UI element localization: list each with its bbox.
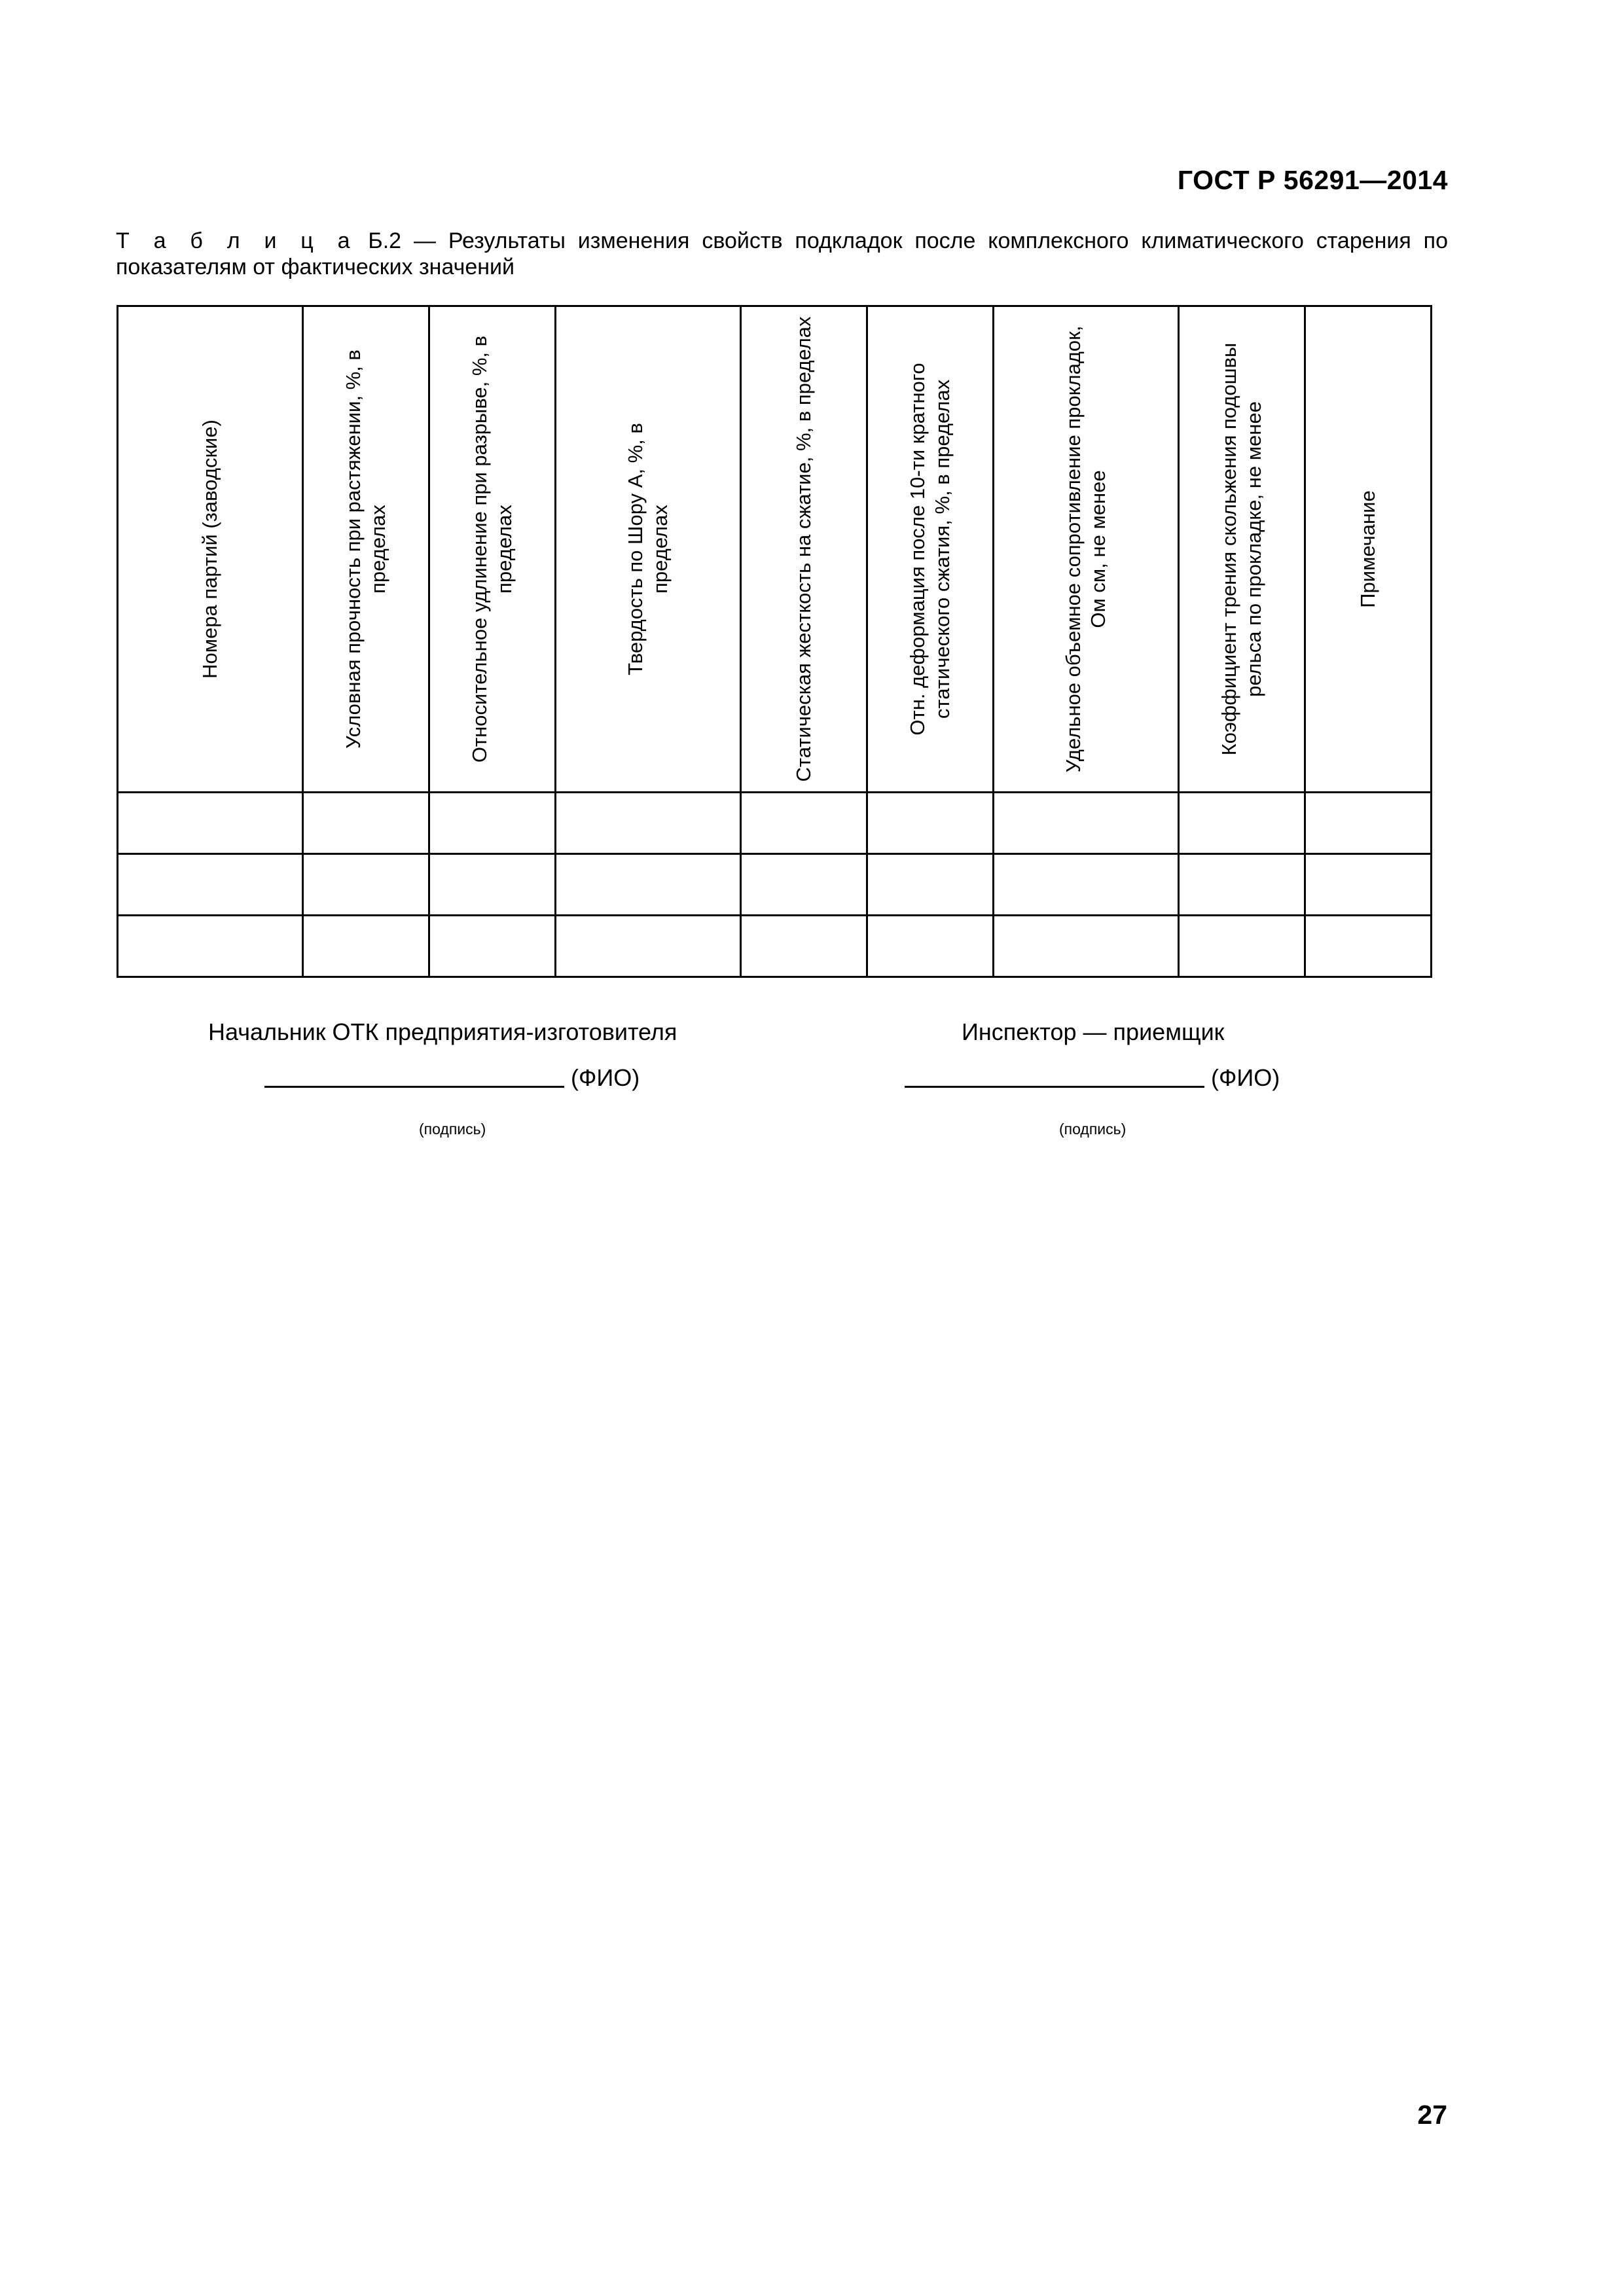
table-cell[interactable] [994, 916, 1179, 977]
table-cell[interactable] [741, 916, 867, 977]
table-cell[interactable] [556, 793, 741, 854]
table-cell[interactable] [867, 854, 994, 916]
table-cell[interactable] [303, 793, 429, 854]
table-cell[interactable] [556, 916, 741, 977]
right-signatory-title: Инспектор — приемщик [962, 1018, 1225, 1045]
column-header [867, 306, 994, 793]
right-signature-line [905, 1064, 1280, 1092]
table-cell[interactable] [1305, 916, 1432, 977]
table-row [118, 854, 1432, 916]
table-cell[interactable] [1179, 854, 1305, 916]
column-header-label: Коэффициент трения скольжения подошвы рельса по прокладке, не менее [1218, 342, 1265, 756]
column-header [741, 306, 867, 793]
table-cell[interactable] [118, 854, 303, 916]
table-row [118, 916, 1432, 977]
table-cell[interactable] [1305, 854, 1432, 916]
table-cell[interactable] [1305, 793, 1432, 854]
column-header-label: Статическая жесткость на сжатие, %, в пределах [792, 316, 815, 782]
table-cell[interactable] [429, 854, 556, 916]
caption-first-line [116, 228, 1448, 254]
column-header-label: Относительное удлинение при разрыве, %, в пределах [468, 335, 516, 763]
column-header-label: Примечание [1356, 490, 1379, 608]
column-header-label: Отн. деформация после 10-ти кратного статического сжатия, %, в пределах [906, 363, 954, 736]
left-signatory-title: Начальник ОТК предприятия-изготовителя [208, 1018, 677, 1045]
table-cell[interactable] [556, 854, 741, 916]
table-cell[interactable] [741, 854, 867, 916]
table-cell[interactable] [867, 793, 994, 854]
column-header-label: Твердость по Шору А, %, в пределах [624, 423, 672, 675]
table-cell[interactable] [994, 793, 1179, 854]
column-header [303, 306, 429, 793]
column-header [556, 306, 741, 793]
table-cell[interactable] [303, 916, 429, 977]
table-cell[interactable] [303, 854, 429, 916]
right-signature-hint: (подпись) [1059, 1121, 1127, 1138]
document-standard-number: ГОСТ Р 56291—2014 [1177, 165, 1448, 195]
column-header [1179, 306, 1305, 793]
caption-block [116, 228, 1448, 280]
right-signature-rule[interactable] [905, 1086, 1204, 1088]
left-signature-line [264, 1064, 640, 1092]
right-fio-label: (ФИО) [1211, 1064, 1280, 1091]
table-header-row [118, 306, 1432, 793]
table-cell[interactable] [1179, 793, 1305, 854]
column-header [118, 306, 303, 793]
page-number: 27 [1417, 2100, 1447, 2130]
column-header-label: Условная прочность при растяжении, %, в пределах [342, 350, 389, 749]
table-cell[interactable] [429, 916, 556, 977]
column-header [994, 306, 1179, 793]
left-fio-label: (ФИО) [571, 1064, 640, 1091]
column-header-label: Удельное объемное сопротивление прокладок, Ом см, не менее [1062, 325, 1110, 773]
column-header-label: Номера партий (заводские) [198, 420, 221, 679]
table-cell[interactable] [118, 916, 303, 977]
column-header [1305, 306, 1432, 793]
column-header [429, 306, 556, 793]
table-cell[interactable] [741, 793, 867, 854]
table-cell[interactable] [1179, 916, 1305, 977]
table-cell[interactable] [994, 854, 1179, 916]
left-signature-hint: (подпись) [419, 1121, 486, 1138]
table-cell[interactable] [118, 793, 303, 854]
table-cell[interactable] [867, 916, 994, 977]
results-table [117, 305, 1432, 978]
table-row [118, 793, 1432, 854]
left-signature-rule[interactable] [264, 1086, 564, 1088]
caption-prefix-text: Т а б л и ц а [116, 228, 356, 253]
caption-title-part2: показателям от фактических значений [116, 255, 514, 279]
caption-title-part1: Б.2 — Результаты изменения свойств подкладок после комплексного климатического старения по [368, 228, 1449, 253]
table-cell[interactable] [429, 793, 556, 854]
